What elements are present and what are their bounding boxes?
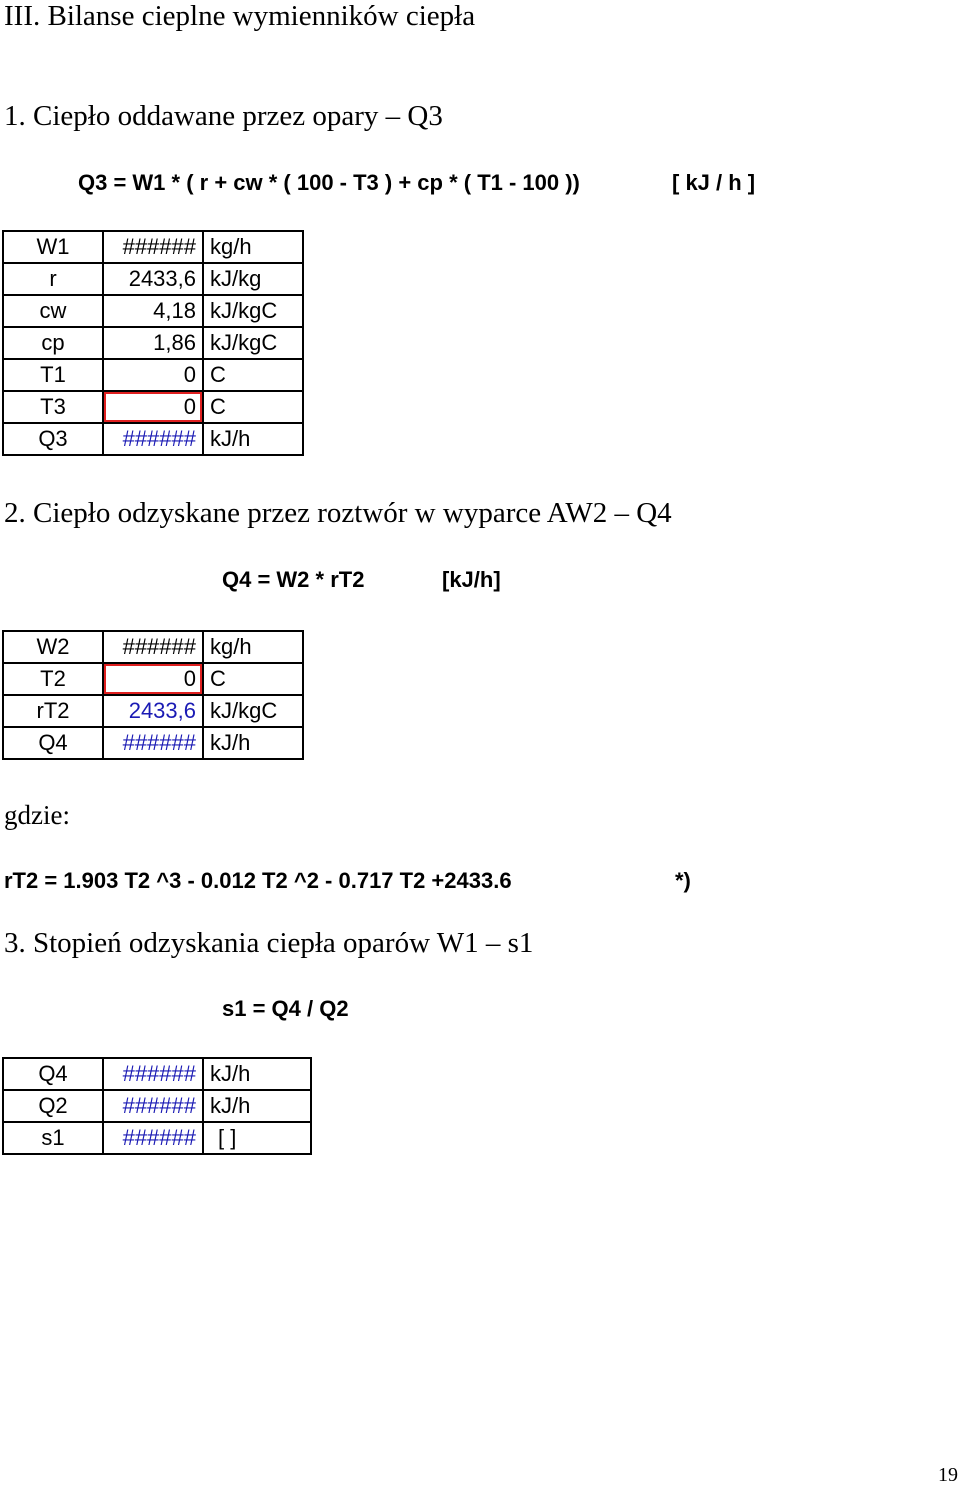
cell-value[interactable]: ###### <box>103 1058 203 1090</box>
cell-label[interactable]: r <box>3 263 103 295</box>
table-row <box>3 1090 311 1122</box>
table-row <box>3 263 303 295</box>
section3-formula: s1 = Q4 / Q2 <box>222 996 349 1021</box>
table-row <box>3 359 303 391</box>
cell-unit[interactable]: kJ/kgC <box>203 295 303 327</box>
page-number: 19 <box>938 1464 958 1486</box>
cell-unit[interactable]: C <box>203 391 303 423</box>
table-row <box>3 231 303 263</box>
cell-unit[interactable]: [ ] <box>203 1122 311 1154</box>
where-label: gdzie: <box>4 800 70 830</box>
cell-label[interactable]: Q4 <box>3 727 103 759</box>
cell-value[interactable]: 4,18 <box>103 295 203 327</box>
cell-label[interactable]: W1 <box>3 231 103 263</box>
cell-value[interactable]: 2433,6 <box>103 263 203 295</box>
cell-label[interactable]: T1 <box>3 359 103 391</box>
table-row <box>3 727 303 759</box>
cell-unit[interactable]: kJ/kg <box>203 263 303 295</box>
cell-value-selected[interactable]: 0 <box>103 391 203 423</box>
cell-value[interactable]: ###### <box>103 631 203 663</box>
section1-formula: Q3 = W1 * ( r + cw * ( 100 - T3 ) + cp * ( T1 - 100 )) <box>78 170 580 195</box>
table-row <box>3 1122 311 1154</box>
cell-label[interactable]: cw <box>3 295 103 327</box>
cell-value[interactable]: ###### <box>103 231 203 263</box>
footnote-mark: *) <box>675 868 691 893</box>
cell-label[interactable]: Q3 <box>3 423 103 455</box>
cell-value[interactable]: 1,86 <box>103 327 203 359</box>
cell-value[interactable]: 2433,6 <box>103 695 203 727</box>
table-row <box>3 695 303 727</box>
cell-value[interactable]: ###### <box>103 423 203 455</box>
section2-table <box>2 630 304 760</box>
cell-label[interactable]: T2 <box>3 663 103 695</box>
cell-unit[interactable]: kJ/kgC <box>203 327 303 359</box>
table-row <box>3 423 303 455</box>
cell-value[interactable]: 0 <box>103 359 203 391</box>
cell-unit[interactable]: kg/h <box>203 631 303 663</box>
cell-label[interactable]: s1 <box>3 1122 103 1154</box>
cell-unit[interactable]: kJ/h <box>203 1090 311 1122</box>
cell-unit[interactable]: kJ/h <box>203 1058 311 1090</box>
page-title: III. Bilanse cieplne wymienników ciepła <box>4 0 476 32</box>
section3-heading: 3. Stopień odzyskania ciepła oparów W1 – s1 <box>4 927 534 959</box>
cell-unit[interactable]: kJ/h <box>203 727 303 759</box>
section1-table <box>2 230 304 456</box>
table-row <box>3 295 303 327</box>
cell-label[interactable]: T3 <box>3 391 103 423</box>
cell-label[interactable]: Q2 <box>3 1090 103 1122</box>
section1-heading: 1. Ciepło oddawane przez opary – Q3 <box>4 100 443 132</box>
cell-unit[interactable]: kJ/h <box>203 423 303 455</box>
table-row <box>3 1058 311 1090</box>
table-row <box>3 391 303 423</box>
table-row <box>3 631 303 663</box>
section2-heading: 2. Ciepło odzyskane przez roztwór w wyparce AW2 – Q4 <box>4 497 672 529</box>
section2-formula-unit: [kJ/h] <box>442 567 501 592</box>
cell-value[interactable]: ###### <box>103 1090 203 1122</box>
cell-unit[interactable]: kJ/kgC <box>203 695 303 727</box>
cell-unit[interactable]: C <box>203 359 303 391</box>
cell-value[interactable]: ###### <box>103 727 203 759</box>
cell-label[interactable]: rT2 <box>3 695 103 727</box>
section3-table <box>2 1057 312 1155</box>
rt2-formula: rT2 = 1.903 T2 ^3 - 0.012 T2 ^2 - 0.717 T2 +2433.6 <box>4 868 512 893</box>
cell-unit[interactable]: C <box>203 663 303 695</box>
cell-label[interactable]: W2 <box>3 631 103 663</box>
table-row <box>3 663 303 695</box>
cell-value-selected[interactable]: 0 <box>103 663 203 695</box>
cell-label[interactable]: cp <box>3 327 103 359</box>
section2-formula: Q4 = W2 * rT2 <box>222 567 365 592</box>
section1-formula-unit: [ kJ / h ] <box>672 170 756 195</box>
cell-label[interactable]: Q4 <box>3 1058 103 1090</box>
table-row <box>3 327 303 359</box>
cell-value[interactable]: ###### <box>103 1122 203 1154</box>
cell-unit[interactable]: kg/h <box>203 231 303 263</box>
